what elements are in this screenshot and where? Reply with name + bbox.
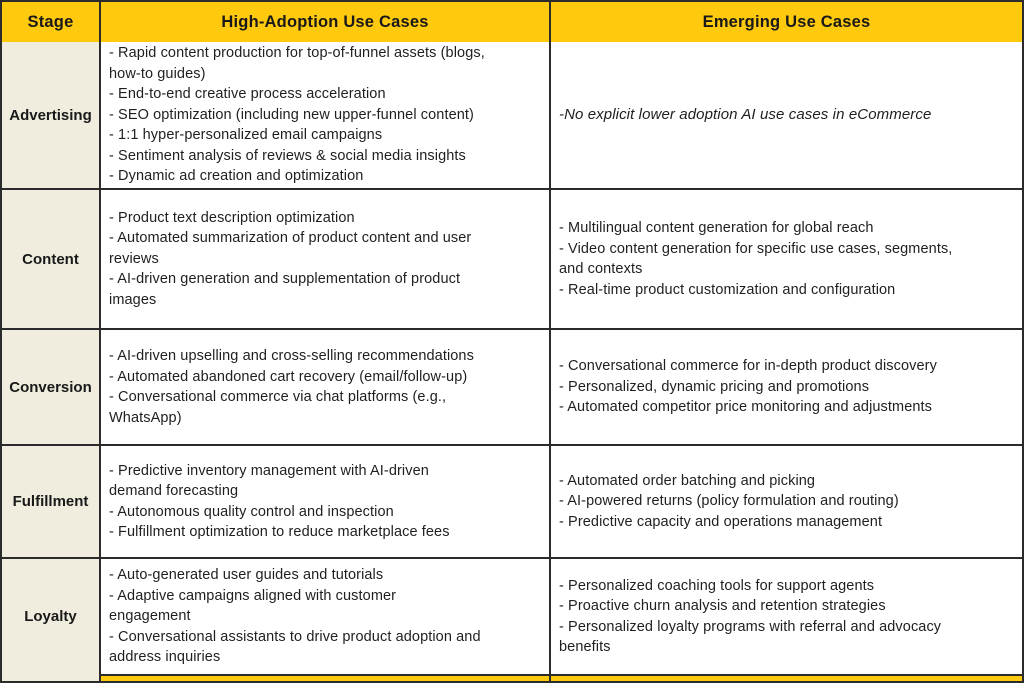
- table-row: [2, 42, 1022, 188]
- use-case-line: reviews: [109, 250, 159, 267]
- use-case-line: - 1:1 hyper-personalized email campaigns: [109, 127, 383, 144]
- use-case-line: - Automated abandoned cart recovery (email/follow-up): [109, 368, 468, 385]
- table-header-row: [2, 2, 1022, 42]
- stage-label: Advertising: [9, 106, 92, 124]
- use-case-line: WhatsApp): [109, 409, 182, 426]
- table-row: [2, 328, 1022, 444]
- high-adoption-cell: [101, 330, 551, 444]
- use-case-line: - Predictive inventory management with AI-driven: [109, 462, 429, 479]
- header-label-high-adoption: High-Adoption Use Cases: [221, 12, 429, 31]
- emerging-cell: [551, 190, 1022, 328]
- use-case-line: demand forecasting: [109, 483, 239, 499]
- stage-cell: [2, 190, 101, 328]
- header-cell-stage: [2, 2, 101, 42]
- use-case-line: - Video content generation for specific use cases, segments,: [559, 240, 953, 257]
- use-case-line: - Automated order batching and picking: [559, 472, 816, 489]
- use-case-line: - AI-driven generation and supplementation of product: [109, 271, 461, 288]
- stage-label: Conversion: [9, 378, 92, 396]
- emerging-cell: [551, 559, 1022, 674]
- high-adoption-cell: [101, 42, 551, 188]
- use-case-line: - Rapid content production for top-of-funnel assets (blogs,: [109, 45, 485, 62]
- use-case-line: -No explicit lower adoption AI use cases in eCommerce: [559, 105, 932, 123]
- emerging-cell: [551, 42, 1022, 188]
- use-case-line: - Personalized loyalty programs with referral and advocacy: [559, 618, 942, 635]
- use-case-line: - Product text description optimization: [109, 209, 355, 226]
- use-case-line: - Fulfillment optimization to reduce marketplace fees: [109, 524, 450, 540]
- sliver-high-cell: [101, 674, 551, 681]
- use-case-line: - Real-time product customization and configuration: [559, 281, 896, 298]
- stage-cell: [2, 330, 101, 444]
- header-cell-high-adoption: [101, 2, 551, 42]
- use-case-line: images: [109, 291, 157, 308]
- use-case-line: how-to guides): [109, 65, 206, 82]
- use-case-line: - End-to-end creative process acceleration: [109, 86, 386, 103]
- use-case-line: - Conversational commerce for in-depth product discovery: [559, 358, 937, 375]
- table-row: [2, 188, 1022, 328]
- high-adoption-cell: [101, 559, 551, 674]
- header-label-emerging: Emerging Use Cases: [702, 12, 871, 31]
- use-case-line: - AI-driven upselling and cross-selling recommendations: [109, 348, 474, 364]
- use-case-line: - Predictive capacity and operations management: [559, 513, 883, 530]
- use-case-line: - AI-powered returns (policy formulation and routing): [559, 493, 899, 510]
- use-case-line: - Autonomous quality control and inspection: [109, 503, 394, 520]
- stage-cell: [2, 559, 101, 674]
- use-case-line: - Auto-generated user guides and tutorials: [109, 567, 384, 584]
- sliver-stage-cell: [2, 674, 101, 681]
- stage-cell: [2, 42, 101, 188]
- use-case-line: engagement: [109, 608, 191, 625]
- emerging-cell: [551, 446, 1022, 557]
- use-case-line: - Multilingual content generation for global reach: [559, 220, 874, 236]
- use-case-line: - Personalized, dynamic pricing and promotions: [559, 378, 870, 395]
- high-adoption-cell: [101, 446, 551, 557]
- use-case-line: benefits: [559, 639, 611, 655]
- stage-label: Fulfillment: [12, 493, 89, 510]
- stage-label: Loyalty: [24, 608, 77, 625]
- use-case-line: - Proactive churn analysis and retention strategies: [559, 598, 886, 614]
- next-section-header-sliver: [2, 674, 1022, 681]
- use-case-line: - Personalized coaching tools for support agents: [559, 577, 875, 594]
- use-case-line: - Automated summarization of product content and user: [109, 230, 472, 247]
- high-adoption-cell: [101, 190, 551, 328]
- use-case-line: - Adaptive campaigns aligned with customer: [109, 587, 397, 604]
- table-row: [2, 444, 1022, 557]
- stage-cell: [2, 446, 101, 557]
- table-row: [2, 557, 1022, 674]
- header-label-stage: Stage: [27, 12, 74, 31]
- stage-label: Content: [22, 250, 79, 268]
- use-case-line: - Sentiment analysis of reviews & social media insights: [109, 147, 466, 164]
- use-case-line: - Dynamic ad creation and optimization: [109, 168, 364, 185]
- use-case-line: and contexts: [559, 261, 643, 277]
- use-case-line: address inquiries: [109, 649, 221, 666]
- use-case-line: - Conversational assistants to drive product adoption and: [109, 628, 481, 645]
- use-case-line: - Conversational commerce via chat platforms (e.g.,: [109, 389, 447, 405]
- use-case-line: - SEO optimization (including new upper-funnel content): [109, 106, 474, 123]
- sliver-emerging-cell: [551, 674, 1022, 681]
- emerging-cell: [551, 330, 1022, 444]
- header-cell-emerging: [551, 2, 1022, 42]
- use-case-line: - Automated competitor price monitoring and adjustments: [559, 399, 933, 416]
